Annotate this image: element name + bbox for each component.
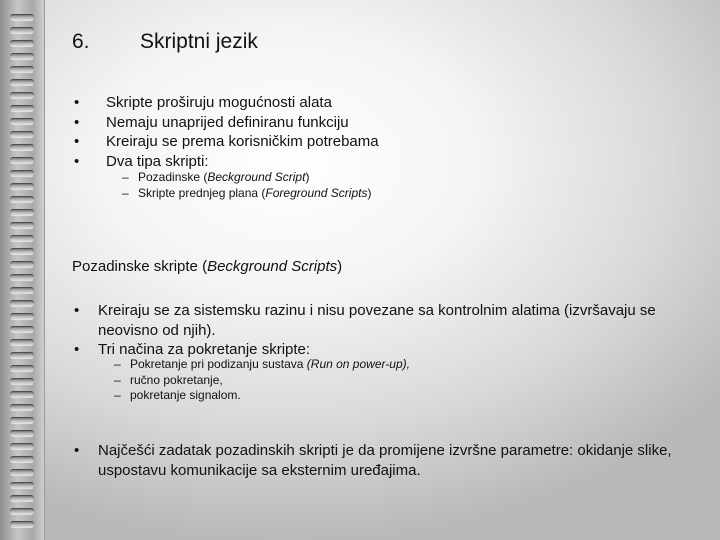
binding-hole: [10, 53, 34, 60]
bullet-icon: •: [74, 133, 80, 150]
binding-hole: [10, 430, 34, 437]
bullet-icon: •: [74, 113, 80, 131]
binding-hole: [10, 365, 34, 372]
list-item: – ručno pokretanje,: [114, 372, 223, 387]
binding-strip: [0, 0, 45, 540]
dash-icon: –: [114, 388, 121, 402]
section-bullet-list: [74, 301, 684, 360]
dash-icon: –: [114, 372, 121, 387]
list-item: • Kreiraju se za sistemsku razinu i nisu povezane sa kontrolnim alatima (izvršavaju se neovisno od njih).: [74, 302, 656, 339]
binding-hole: [10, 378, 34, 385]
dash-icon: –: [114, 357, 121, 371]
binding-hole: [10, 508, 34, 515]
binding-hole: [10, 209, 34, 216]
binding-hole: [10, 144, 34, 151]
dash-icon: –: [122, 185, 129, 200]
binding-hole: [10, 469, 34, 476]
binding-hole: [10, 339, 34, 346]
list-item: • Tri načina za pokretanje skripte:: [74, 341, 311, 358]
list-item: – pokretanje signalom.: [114, 388, 241, 402]
binding-hole: [10, 274, 34, 281]
list-item: • Kreiraju se prema korisničkim potrebama: [74, 133, 379, 150]
binding-hole: [10, 404, 34, 411]
binding-hole: [10, 391, 34, 398]
slide-title-text: Skriptni jezik: [140, 30, 258, 53]
binding-hole: [10, 92, 34, 99]
binding-hole: [10, 261, 34, 268]
binding-hole: [10, 40, 34, 47]
final-bullet-list: [74, 441, 684, 480]
binding-hole: [10, 248, 34, 255]
binding-hole: [10, 313, 34, 320]
binding-hole: [10, 352, 34, 359]
binding-hole: [10, 66, 34, 73]
list-item: • Nemaju unaprijed definiranu funkciju: [74, 113, 349, 131]
binding-hole: [10, 196, 34, 203]
binding-hole: [10, 235, 34, 242]
list-item: • Skripte proširuju mogućnosti alata: [74, 94, 332, 111]
section-heading: Pozadinske skripte (Beckground Scripts): [72, 258, 343, 275]
slide-title: [72, 30, 258, 54]
dash-icon: –: [122, 170, 129, 184]
launch-methods-list: [106, 357, 666, 404]
script-types-list: [114, 170, 674, 201]
list-item: • Dva tipa skripti:: [74, 152, 209, 170]
binding-hole: [10, 521, 34, 528]
list-item: – Pozadinske (Beckground Script): [122, 170, 310, 184]
bullet-icon: •: [74, 442, 80, 459]
bullet-icon: •: [74, 94, 80, 111]
binding-hole: [10, 27, 34, 34]
bullet-icon: •: [74, 341, 80, 358]
binding-hole: [10, 183, 34, 190]
binding-hole: [10, 14, 34, 21]
slide-number: 6.: [72, 30, 90, 53]
bullet-icon: •: [74, 152, 80, 170]
binding-hole: [10, 495, 34, 502]
binding-hole: [10, 287, 34, 294]
binding-hole: [10, 157, 34, 164]
binding-hole: [10, 222, 34, 229]
binding-hole: [10, 417, 34, 424]
list-item: – Pokretanje pri podizanju sustava (Run on power-up),: [114, 357, 410, 371]
bullet-icon: •: [74, 302, 80, 319]
list-item: – Skripte prednjeg plana (Foreground Scripts): [122, 185, 372, 200]
binding-hole: [10, 326, 34, 333]
binding-hole: [10, 170, 34, 177]
binding-hole: [10, 300, 34, 307]
binding-hole: [10, 482, 34, 489]
intro-bullet-list: [74, 93, 674, 171]
binding-hole: [10, 131, 34, 138]
binding-hole: [10, 105, 34, 112]
binding-hole: [10, 118, 34, 125]
binding-hole: [10, 79, 34, 86]
list-item: • Najčešći zadatak pozadinskih skripti je da promijene izvršne parametre: okidanje slike, uspostavu komunikacije sa eksternim uređajima.: [74, 442, 672, 479]
binding-hole: [10, 456, 34, 463]
binding-hole: [10, 443, 34, 450]
